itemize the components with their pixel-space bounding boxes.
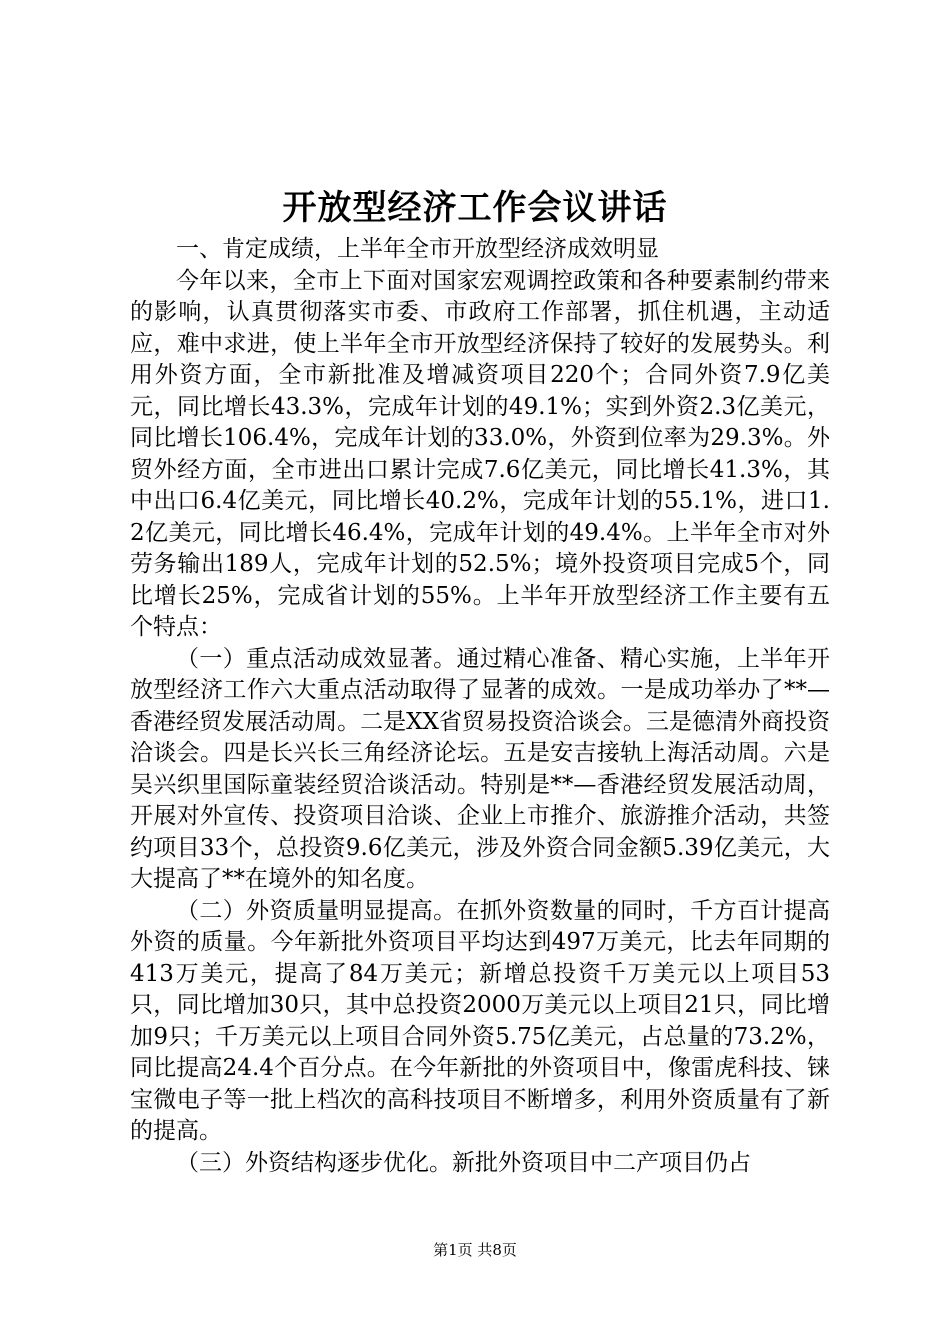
paragraph-foreign-investment-structure: （三）外资结构逐步优化。新批外资项目中二产项目仍占 <box>176 1149 751 1176</box>
paragraph-key-activities: （一）重点活动成效显著。通过精心准备、精心实施，上半年开放型经济工作六大重点活动取得了显著的成效。一是成功举办了**—香港经贸发展活动周。二是XX省贸易投资洽谈会。三是德清外商投资洽谈会。四是长兴长三角经济论坛。五是安吉接轨上海活动周。六是吴兴织里国际童装经贸洽谈活动。特别是**—香港经贸发展活动周，开展对外宣传、投资项目洽谈、企业上市推介、旅游推介活动，共签约项目33个，总投资9.6亿美元，涉及外资合同金额5.39亿美元，大大提高了**在境外的知名度。 <box>130 645 830 892</box>
paragraph-foreign-investment-quality: （二）外资质量明显提高。在抓外资数量的同时，千方百计提高外资的质量。今年新批外资项目平均达到497万美元，比去年同期的413万美元，提高了84万美元；新增总投资千万美元以上项目53只，同比增加30只，其中总投资2000万美元以上项目21只，同比增加9只；千万美元以上项目合同外资5.75亿美元，占总量的73.2%，同比提高24.4个百分点。在今年新批的外资项目中，像雷虎科技、铼宝微电子等一批上档次的高科技项目不断增多，利用外资质量有了新的提高。 <box>130 897 830 1144</box>
page-number-footer: 第1页 共8页 <box>433 1241 517 1259</box>
document-title: 开放型经济工作会议讲话 <box>282 188 668 228</box>
document-body <box>130 234 830 1179</box>
paragraph-overview: 今年以来，全市上下面对国家宏观调控政策和各种要素制约带来的影响，认真贯彻落实市委、市政府工作部署，抓住机遇，主动适应，难中求进，使上半年全市开放型经济保持了较好的发展势头。利用外资方面，全市新批准及增减资项目220个；合同外资7.9亿美元，同比增长43.3%，完成年计划的49.1%；实到外资2.3亿美元，同比增长106.4%，完成年计划的33.0%，外资到位率为29.3%。外贸外经方面，全市进出口累计完成7.6亿美元，同比增长41.3%，其中出口6.4亿美元，同比增长40.2%，完成年计划的55.1%，进口1.2亿美元，同比增长46.4%，完成年计划的49.4%。上半年全市对外劳务输出189人，完成年计划的52.5%；境外投资项目完成5个，同比增长25%，完成省计划的55%。上半年开放型经济工作主要有五个特点： <box>130 267 830 640</box>
section-heading: 一、肯定成绩，上半年全市开放型经济成效明显 <box>176 236 659 262</box>
